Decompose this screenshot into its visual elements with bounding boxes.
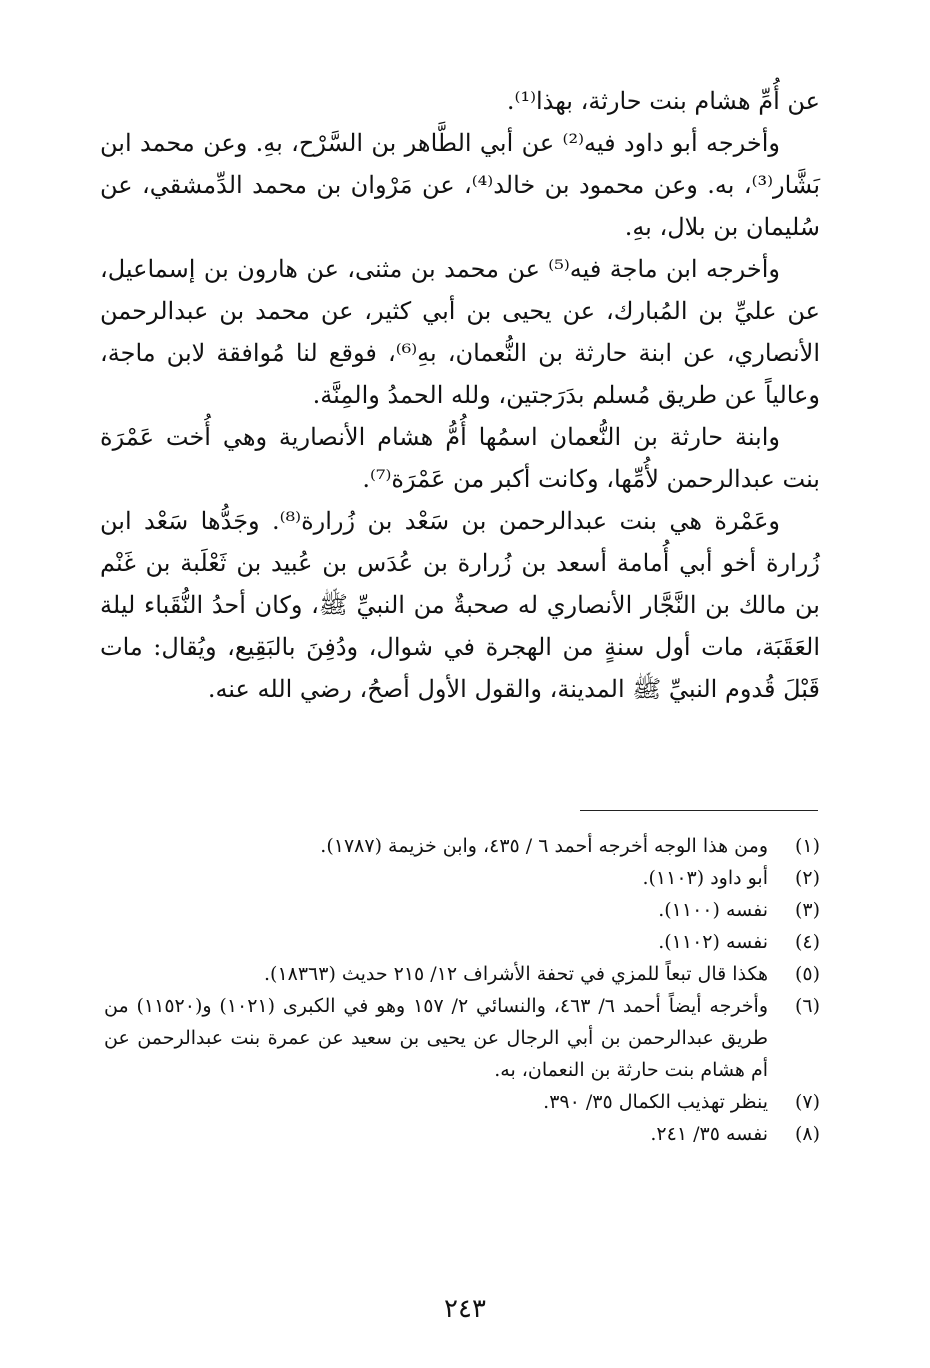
footnote-text: أبو داود (١١٠٣).: [642, 867, 768, 889]
footnote-text: ومن هذا الوجه أخرجه أحمد ٦ / ٤٣٥، وابن خزيمة (١٧٨٧).: [320, 835, 768, 857]
footnote-number: (٧): [794, 1091, 820, 1113]
main-text: [100, 80, 820, 710]
footnote-3: [104, 894, 820, 926]
footnote-1: [104, 830, 820, 862]
footnote-8: [104, 1118, 820, 1150]
footnote-text: وأخرجه أيضاً أحمد ٦/ ٤٦٣، والنسائي ٢/ ١٥٧ وهو في الكبرى (١٠٢١) و(١١٥٢٠) من طريق عبدالرحمن بن أبي الرجال عن يحيى بن سعيد عن عمرة بنت عبدالرحمن عن أم هشام بنت حارثة بن النعمان، به.: [104, 995, 769, 1081]
paragraph-3: وأخرجه ابن ماجة فيه⁽⁵⁾ عن محمد بن مثنى، عن هارون بن إسماعيل، عن عليِّ بن المُبارك، عن يحيى بن أبي كثير، عن محمد بن عبدالرحمن الأنصاري، عن ابنة حارثة بن النُّعمان، بهِ⁽⁶⁾، فوقع لنا مُوافقة لابن ماجة، وعالياً عن طريق مُسلم بدَرَجتين، ولله الحمدُ والمِنَّة.: [100, 255, 820, 409]
footnote-6: [104, 990, 820, 1086]
footnote-text: ينظر تهذيب الكمال ٣٥/ ٣٩٠.: [543, 1091, 768, 1113]
page-number: ٢٤٣: [444, 1294, 486, 1324]
paragraph-4: وابنة حارثة بن النُّعمان اسمُها أُمُّ هشام الأنصارية وهي أُخت عَمْرَة بنت عبدالرحمن لأُمِّها، وكانت أكبر من عَمْرَة⁽⁷⁾.: [100, 423, 820, 493]
footnote-separator: [580, 810, 818, 811]
footnote-number: (٤): [794, 931, 820, 953]
paragraph-1: عن أُمِّ هشام بنت حارثة، بهذا⁽¹⁾.: [506, 87, 820, 115]
footnote-text: نفسه (١١٠٢).: [658, 931, 768, 953]
paragraph-5: وعَمْرة هي بنت عبدالرحمن بن سَعْد بن زُرارة⁽⁸⁾. وجَدُّها سَعْد ابن زُرارة أخو أبي أُمامة أسعد بن زُرارة بن عُدَس بن عُبيد بن ثَعْلَبة بن غَنْم بن مالك بن النَّجَّار الأنصاري له صحبةٌ من النبيِّ ﷺ، وكان أحدُ النُّقَباء ليلة العَقَبَة، مات أول سنةٍ من الهجرة في شوال، ودُفِنَ بالبَقِيع، ويُقال: مات قَبْلَ قُدوم النبيِّ ﷺ المدينة، والقول الأول أصحُ، رضي الله عنه.: [100, 507, 821, 703]
footnote-number: (٣): [794, 899, 820, 921]
footnote-5: [104, 958, 820, 990]
footnote-text: نفسه ٣٥/ ٢٤١.: [650, 1123, 768, 1145]
paragraph-2: وأخرجه أبو داود فيه⁽²⁾ عن أبي الطَّاهر بن السَّرْح، بهِ. وعن محمد ابن بَشَّار⁽³⁾، به. وعن محمود بن خالد⁽⁴⁾، عن مَرْوان بن محمد الدِّمشقي، عن سُليمان بن بلال، بهِ.: [100, 129, 820, 241]
footnote-7: [104, 1086, 820, 1118]
footnotes: [104, 830, 820, 1150]
footnote-number: (١): [794, 835, 820, 857]
footnote-number: (٥): [794, 963, 820, 985]
footnote-number: (٢): [794, 867, 820, 889]
footnote-4: [104, 926, 820, 958]
footnote-text: نفسه (١١٠٠).: [658, 899, 768, 921]
footnote-text: هكذا قال تبعاً للمزي في تحفة الأشراف ١٢/ ٢١٥ حديث (١٨٣٦٣).: [263, 963, 768, 985]
footnote-number: (٦): [794, 995, 820, 1017]
footnote-2: [104, 862, 820, 894]
footnote-number: (٨): [794, 1123, 820, 1145]
